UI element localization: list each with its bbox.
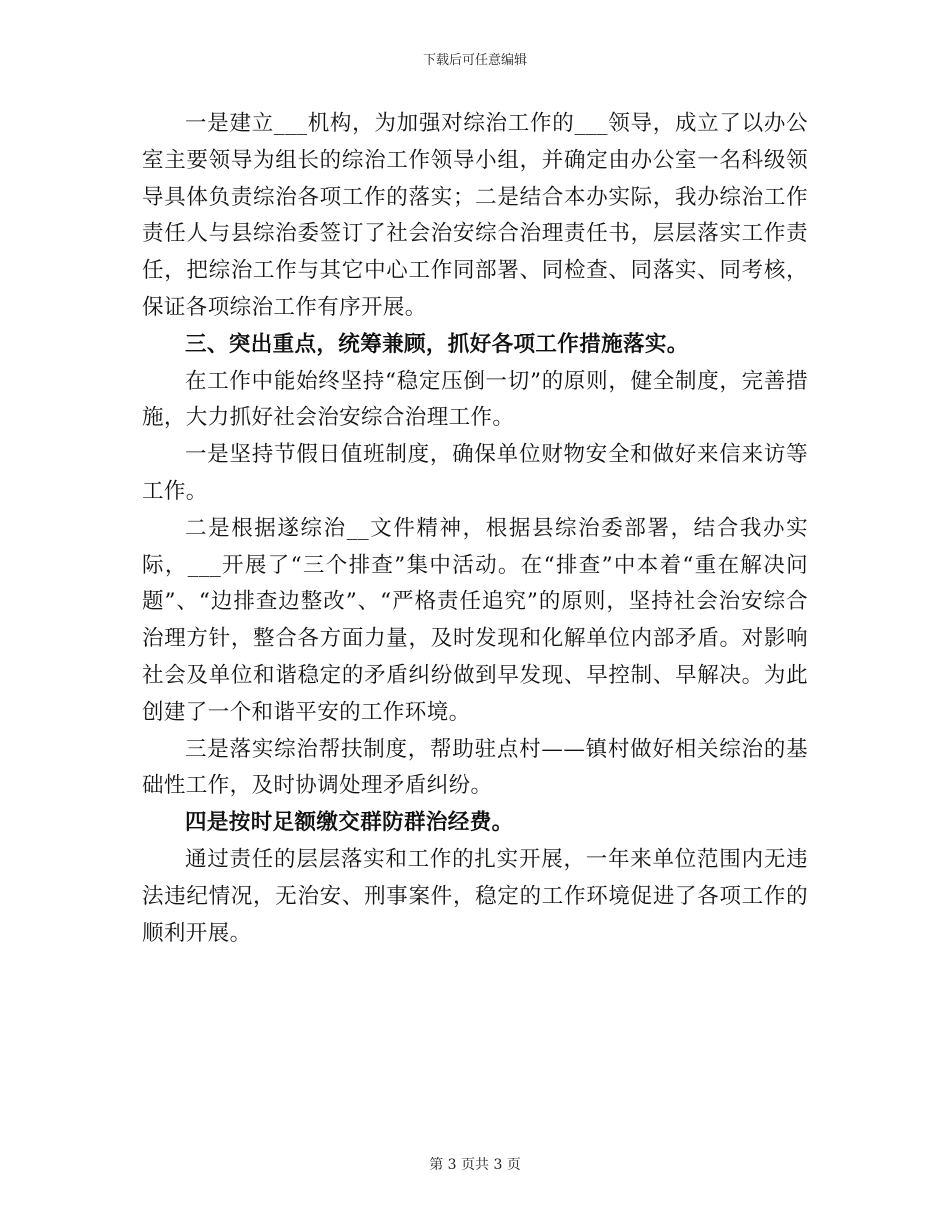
paragraph-three-investigations: 二是根据遂综治__文件精神，根据县综治委部署，结合我办实际，___开展了“三个排查”集中活动。在“排查”中本着“重在解决问题”、“边排查边整改”、“严格责任追究”的原则，坚持社会治安综合治理方针，整合各方面力量，及时发现和化解单位内部矛盾。对影响社会及单位和谐稳定的矛盾纠纷做到早发现、早控制、早解决。为此创建了一个和谐平安的工作环境。 bbox=[142, 515, 808, 725]
page-header: 下载后可任意编辑 bbox=[422, 53, 527, 68]
paragraph-establish-organization: 一是建立___机构，为加强对综治工作的___领导，成立了以办公室主要领导为组长的综治工作领导小组，并确定由办公室一名科级领导具体负责综治各项工作的落实；二是结合本办实际，我办综治工作责任人与县综治委签订了社会治安综合治理责任书，层层落实工作责任，把综治工作与其它中心工作同部署、同检查、同落实、同考核，保证各项综治工作有序开展。 bbox=[142, 111, 808, 320]
section-heading-three: 三、突出重点，统筹兼顾，抓好各项工作措施落实。 bbox=[185, 331, 689, 357]
paragraph-stability-principle: 在工作中能始终坚持“稳定压倒一切”的原则，健全制度，完善措施，大力抓好社会治安综合治理工作。 bbox=[142, 368, 808, 431]
section-heading-four: 四是按时足额缴交群防群治经费。 bbox=[185, 810, 514, 836]
paragraph-assistance-system: 三是落实综治帮扶制度，帮助驻点村——镇村做好相关综治的基础性工作，及时协调处理矛盾纠纷。 bbox=[142, 736, 808, 799]
document-body bbox=[142, 106, 808, 952]
page-number-footer: 第 3 页共 3 页 bbox=[429, 1157, 521, 1173]
paragraph-conclusion: 通过责任的层层落实和工作的扎实开展，一年来单位范围内无违法违纪情况，无治安、刑事案件，稳定的工作环境促进了各项工作的顺利开展。 bbox=[142, 846, 808, 946]
paragraph-holiday-duty: 一是坚持节假日值班制度，确保单位财物安全和做好来信来访等工作。 bbox=[142, 442, 808, 504]
